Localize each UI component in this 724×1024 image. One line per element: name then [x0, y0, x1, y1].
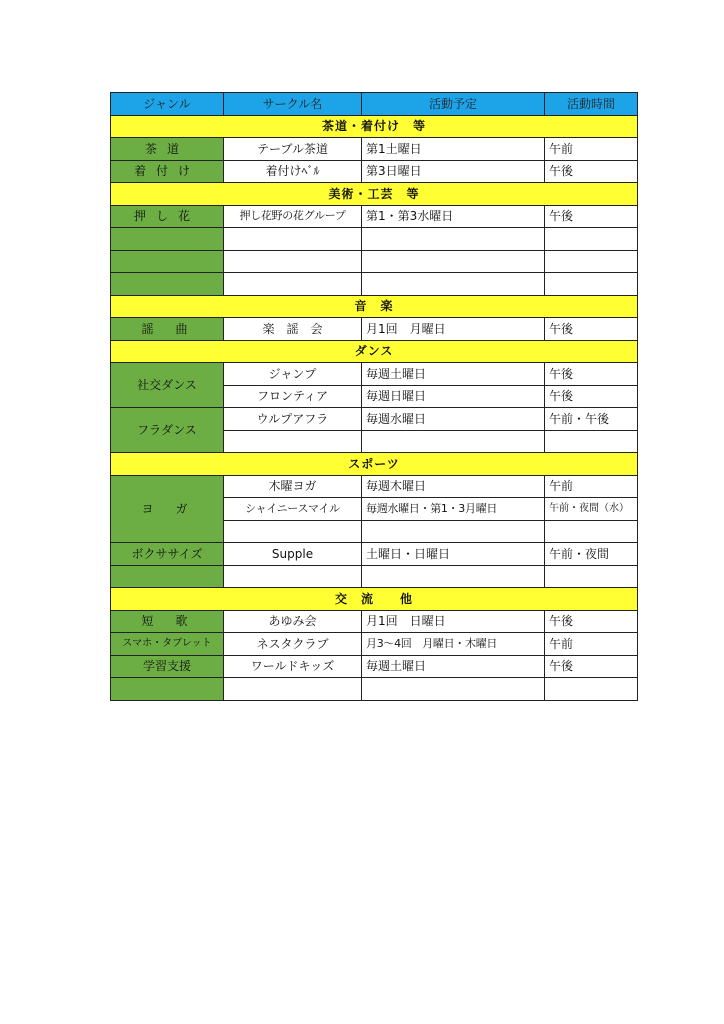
- table-row: [111, 633, 638, 656]
- genre-cell: [111, 678, 224, 701]
- circle-cell: フロンティア: [224, 385, 362, 408]
- time-cell: 午後: [545, 318, 638, 341]
- genre-cell: [111, 250, 224, 273]
- time-cell: 午前・夜間（水）: [545, 498, 638, 521]
- schedule-cell: 毎週水曜日・第1・3月曜日: [362, 498, 545, 521]
- circle-cell: 木曜ヨガ: [224, 475, 362, 498]
- genre-cell: 謡 曲: [111, 318, 224, 341]
- time-cell: [545, 250, 638, 273]
- circle-cell: [224, 250, 362, 273]
- schedule-cell: [362, 520, 545, 543]
- genre-cell: スマホ・タブレット: [111, 633, 224, 656]
- genre-cell: [111, 228, 224, 251]
- table-row: [111, 543, 638, 566]
- time-cell: [545, 273, 638, 296]
- time-cell: 午前: [545, 633, 638, 656]
- circle-cell: [224, 228, 362, 251]
- circle-cell: Supple: [224, 543, 362, 566]
- genre-cell: 着付け: [111, 160, 224, 183]
- section-title: 交 流 他: [111, 588, 638, 611]
- time-cell: [545, 678, 638, 701]
- schedule-cell: 第3日曜日: [362, 160, 545, 183]
- time-cell: [545, 565, 638, 588]
- time-cell: 午後: [545, 363, 638, 386]
- circle-cell: ワールドキッズ: [224, 655, 362, 678]
- schedule-cell: 毎週日曜日: [362, 385, 545, 408]
- genre-cell: 社交ダンス: [111, 363, 224, 408]
- section-title: スポーツ: [111, 453, 638, 476]
- table-row: [111, 655, 638, 678]
- time-cell: 午前: [545, 475, 638, 498]
- circle-cell: ウルプアフラ: [224, 408, 362, 431]
- genre-cell: 茶道: [111, 138, 224, 161]
- schedule-cell: [362, 250, 545, 273]
- genre-cell: [111, 565, 224, 588]
- schedule-cell: [362, 565, 545, 588]
- schedule-cell: [362, 430, 545, 453]
- schedule-cell: 月3～4回 月曜日・木曜日: [362, 633, 545, 656]
- header-circle: サークル名: [224, 93, 362, 116]
- section-row: [111, 340, 638, 363]
- circle-cell: シャイニースマイル: [224, 498, 362, 521]
- circle-cell: ジャンプ: [224, 363, 362, 386]
- time-cell: 午前: [545, 138, 638, 161]
- section-row: [111, 183, 638, 206]
- section-title: 美術・工芸 等: [111, 183, 638, 206]
- genre-cell: ヨ ガ: [111, 475, 224, 543]
- circle-cell: 楽 謡 会: [224, 318, 362, 341]
- table-row: [111, 228, 638, 251]
- time-cell: 午後: [545, 385, 638, 408]
- table-row: [111, 363, 638, 386]
- schedule-cell: 第1・第3水曜日: [362, 205, 545, 228]
- genre-cell: フラダンス: [111, 408, 224, 453]
- schedule-cell: 毎週水曜日: [362, 408, 545, 431]
- header-row: [111, 93, 638, 116]
- time-cell: [545, 228, 638, 251]
- table-row: [111, 475, 638, 498]
- schedule-cell: 毎週木曜日: [362, 475, 545, 498]
- genre-cell: 短 歌: [111, 610, 224, 633]
- schedule-cell: 第1土曜日: [362, 138, 545, 161]
- circle-cell: テーブル茶道: [224, 138, 362, 161]
- time-cell: 午後: [545, 655, 638, 678]
- time-cell: 午後: [545, 610, 638, 633]
- time-cell: 午後: [545, 160, 638, 183]
- section-title: ダンス: [111, 340, 638, 363]
- table-row: [111, 205, 638, 228]
- time-cell: [545, 520, 638, 543]
- section-row: [111, 453, 638, 476]
- section-title: 音 楽: [111, 295, 638, 318]
- circle-cell: あゆみ会: [224, 610, 362, 633]
- table-row: [111, 250, 638, 273]
- header-genre: ジャンル: [111, 93, 224, 116]
- genre-cell: [111, 273, 224, 296]
- schedule-cell: 月1回 日曜日: [362, 610, 545, 633]
- circle-cell: [224, 520, 362, 543]
- circle-cell: 押し花野の花グループ: [224, 205, 362, 228]
- table-row: [111, 138, 638, 161]
- schedule-cell: [362, 273, 545, 296]
- time-cell: 午後: [545, 205, 638, 228]
- circle-cell: [224, 273, 362, 296]
- circle-cell: 着付けﾍﾞﾙ: [224, 160, 362, 183]
- section-title: 茶道・着付け 等: [111, 115, 638, 138]
- time-cell: [545, 430, 638, 453]
- schedule-cell: 土曜日・日曜日: [362, 543, 545, 566]
- time-cell: 午前・夜間: [545, 543, 638, 566]
- time-cell: 午前・午後: [545, 408, 638, 431]
- table-row: [111, 318, 638, 341]
- header-schedule: 活動予定: [362, 93, 545, 116]
- circle-cell: [224, 430, 362, 453]
- table-row: [111, 273, 638, 296]
- schedule-cell: 毎週土曜日: [362, 363, 545, 386]
- header-time: 活動時間: [545, 93, 638, 116]
- circle-cell: [224, 678, 362, 701]
- schedule-cell: 月1回 月曜日: [362, 318, 545, 341]
- circle-schedule-table: [110, 92, 638, 701]
- table-row: [111, 160, 638, 183]
- schedule-cell: [362, 678, 545, 701]
- table-row: [111, 610, 638, 633]
- circle-cell: ネスタクラブ: [224, 633, 362, 656]
- table-row: [111, 408, 638, 431]
- genre-cell: ボクササイズ: [111, 543, 224, 566]
- section-row: [111, 588, 638, 611]
- table-row: [111, 565, 638, 588]
- genre-cell: 学習支援: [111, 655, 224, 678]
- schedule-cell: 毎週土曜日: [362, 655, 545, 678]
- circle-cell: [224, 565, 362, 588]
- schedule-cell: [362, 228, 545, 251]
- genre-cell: 押し花: [111, 205, 224, 228]
- section-row: [111, 115, 638, 138]
- section-row: [111, 295, 638, 318]
- table-row: [111, 678, 638, 701]
